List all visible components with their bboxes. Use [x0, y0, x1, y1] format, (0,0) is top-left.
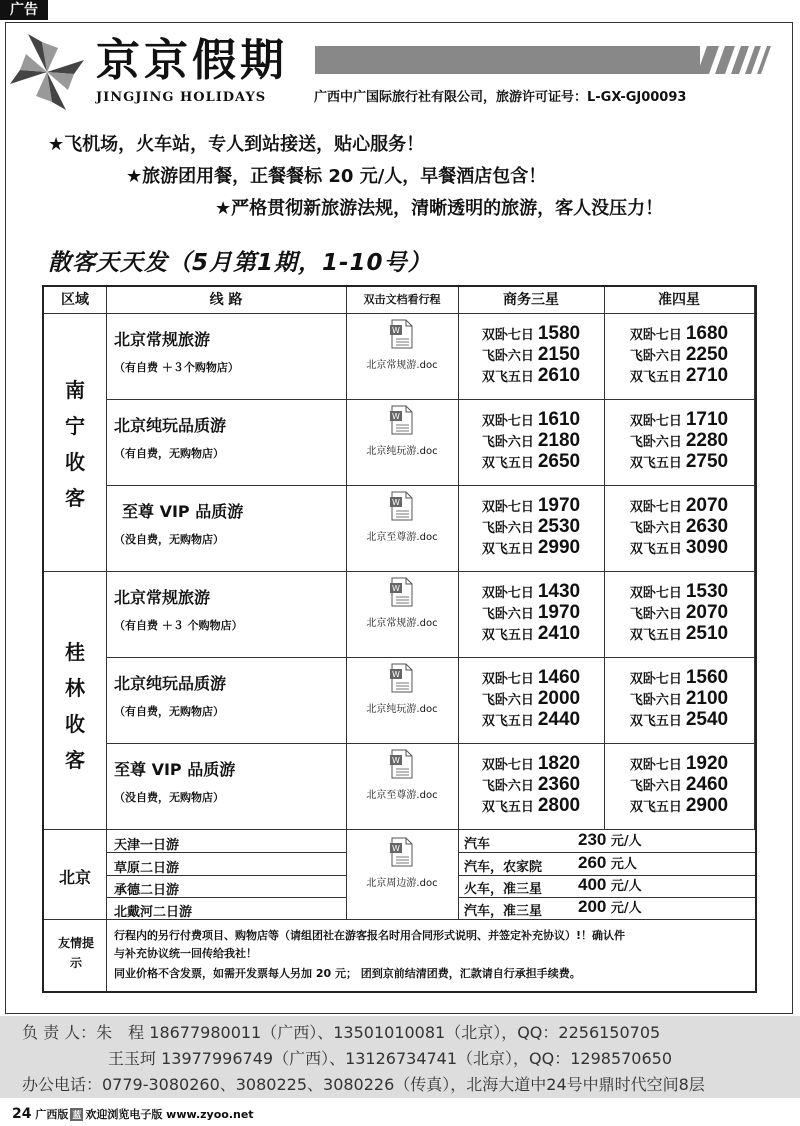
edition-label: 广西版: [35, 1108, 69, 1121]
prices-quasi4: 双卧七日 1530 飞卧六日 2070 双飞五日 2510: [629, 581, 729, 644]
price-table: [42, 285, 757, 993]
bj-price: 200 元/人: [578, 897, 642, 916]
bj-price: 400 元/人: [578, 875, 642, 894]
region-nanning: 南 宁 收 客: [65, 378, 85, 510]
route-name: 北京纯玩品质游: [114, 416, 227, 435]
prices-business: 双卧七日 1820 飞卧六日 2360 双飞五日 2800: [481, 753, 581, 816]
doc-link[interactable]: [346, 405, 458, 457]
bj-price: 260 元人: [578, 853, 637, 872]
header-route: 线 路: [209, 292, 243, 308]
route-name: 至尊 VIP 品质游: [122, 502, 244, 521]
svg-text:W: W: [392, 326, 400, 335]
bj-price: 230 元/人: [578, 830, 642, 849]
word-doc-icon: [390, 577, 414, 607]
header-banner-stripes: [315, 46, 792, 74]
doc-filename: 北京至尊游.doc: [366, 532, 438, 543]
page-footer: [12, 1106, 254, 1122]
prices-business: 双卧七日 1580 飞卧六日 2150 双飞五日 2610: [481, 323, 581, 386]
doc-link[interactable]: [346, 577, 458, 629]
bj-transport: 汽车: [464, 837, 491, 852]
notes-line-3: 同业价格不含发票，如需开发票每人另加 20 元； 团到京前结清团费，汇款请自行承担手续费。: [114, 967, 581, 980]
bj-route-name: 天津一日游: [114, 838, 180, 853]
word-doc-icon: [390, 405, 414, 435]
svg-text:W: W: [392, 498, 400, 507]
header-quasi4: 准四星: [658, 292, 700, 308]
feature-3: ★严格贯彻新旅游法规，清晰透明的旅游，客人没压力！: [215, 198, 664, 219]
route-name: 北京常规旅游: [114, 330, 211, 349]
word-doc-icon: [390, 837, 414, 867]
doc-filename: 北京周边游.doc: [366, 878, 438, 889]
route-note: （没自费，无购物店）: [114, 533, 224, 546]
route-name: 至尊 VIP 品质游: [114, 760, 236, 779]
word-doc-icon: [390, 319, 414, 349]
brand-name-en: JINGJING HOLIDAYS: [96, 90, 267, 105]
bj-transport: 火车，准三星: [464, 882, 543, 897]
bj-route-name: 北戴河二日游: [114, 905, 193, 920]
prices-quasi4: 双卧七日 1710 飞卧六日 2280 双飞五日 2750: [629, 409, 729, 472]
contact-line-2: 王玉珂 13977996749（广西）、13126734741（北京），QQ：1298570650: [108, 1049, 673, 1068]
route-note: （有自费 ＋３ 个购物店）: [114, 619, 243, 632]
prices-quasi4: 双卧七日 1680 飞卧六日 2250 双飞五日 2710: [629, 323, 729, 386]
ad-tag: 广告: [0, 0, 48, 20]
prices-quasi4: 双卧七日 2070 飞卧六日 2630 双飞五日 3090: [629, 495, 729, 558]
route-name: 北京常规旅游: [114, 588, 211, 607]
route-note: （有自费 ＋３个购物店）: [114, 361, 239, 374]
doc-filename: 北京常规游.doc: [366, 360, 438, 371]
doc-filename: 北京纯玩游.doc: [366, 446, 438, 457]
website-text[interactable]: 欢迎浏览电子版 www.zyoo.net: [85, 1108, 254, 1121]
region-guilin: 桂 林 收 客: [65, 640, 85, 772]
bj-transport: 汽车，准三星: [464, 904, 543, 919]
svg-text:W: W: [392, 670, 400, 679]
doc-link[interactable]: [346, 491, 458, 543]
header-business: 商务三星: [503, 292, 559, 308]
header-doc: 双击文档看行程: [363, 293, 441, 306]
bj-route-name: 草原二日游: [114, 861, 180, 876]
prices-quasi4: 双卧七日 1920 飞卧六日 2460 双飞五日 2900: [629, 753, 729, 816]
prices-business: 双卧七日 1430 飞卧六日 1970 双飞五日 2410: [481, 581, 581, 644]
prices-business: 双卧七日 1610 飞卧六日 2180 双飞五日 2650: [481, 409, 581, 472]
brand-name-cn: 京京假期: [96, 35, 288, 86]
header-region: 区域: [61, 292, 89, 308]
doc-link[interactable]: [346, 749, 458, 801]
doc-link[interactable]: [346, 663, 458, 715]
contact-line-3: 办公电话：0779-3080260、3080225、3080226（传真），北海大道中24号中鼎时代空间8层: [22, 1075, 705, 1094]
prices-quasi4: 双卧七日 1560 飞卧六日 2100 双飞五日 2540: [629, 667, 729, 730]
route-name: 北京纯玩品质游: [114, 674, 227, 693]
edition-badge: 蓝: [70, 1108, 83, 1121]
license-line: 广西中广国际旅行社有限公司，旅游许可证号：L-GX-GJ00093: [314, 90, 687, 105]
bj-transport: 汽车，农家院: [464, 860, 543, 875]
doc-filename: 北京纯玩游.doc: [366, 704, 438, 715]
logo-pinwheel-icon: [8, 30, 86, 114]
route-note: （有自费，无购物店）: [114, 705, 224, 718]
page-number: 24: [12, 1106, 32, 1122]
route-note: （有自费，无购物店）: [114, 447, 224, 460]
notes-line-2: 与补充协议统一回传给我社！: [114, 947, 257, 960]
doc-filename: 北京至尊游.doc: [366, 790, 438, 801]
doc-link[interactable]: [346, 319, 458, 371]
feature-2: ★旅游团用餐，正餐餐标 20 元/人，早餐酒店包含！: [126, 166, 547, 187]
svg-text:W: W: [392, 412, 400, 421]
prices-business: 双卧七日 1460 飞卧六日 2000 双飞五日 2440: [481, 667, 581, 730]
word-doc-icon: [390, 491, 414, 521]
word-doc-icon: [390, 749, 414, 779]
route-note: （没自费，无购物店）: [114, 791, 224, 804]
notes-label: 友情提 示: [57, 936, 94, 970]
svg-text:W: W: [392, 844, 400, 853]
contact-footer: [0, 1016, 800, 1098]
contact-line-1: 负 责 人：朱 程 18677980011（广西）、13501010081（北京），QQ：2256150705: [22, 1023, 661, 1042]
section-title: 散客天天发（5月第1期，1-10号）: [48, 250, 432, 276]
bj-route-name: 承德二日游: [114, 883, 180, 898]
svg-text:W: W: [392, 584, 400, 593]
word-doc-icon: [390, 663, 414, 693]
region-beijing: 北京: [58, 868, 91, 887]
doc-link[interactable]: [346, 837, 458, 889]
notes-line-1: 行程内的另行付费项目、购物店等（请组团社在游客报名时用合同形式说明、并签定补充协议）!！确认件: [114, 929, 626, 942]
feature-1: ★飞机场，火车站，专人到站接送，贴心服务！: [48, 134, 425, 155]
doc-filename: 北京常规游.doc: [366, 618, 438, 629]
svg-text:W: W: [392, 756, 400, 765]
prices-business: 双卧七日 1970 飞卧六日 2530 双飞五日 2990: [481, 495, 581, 558]
